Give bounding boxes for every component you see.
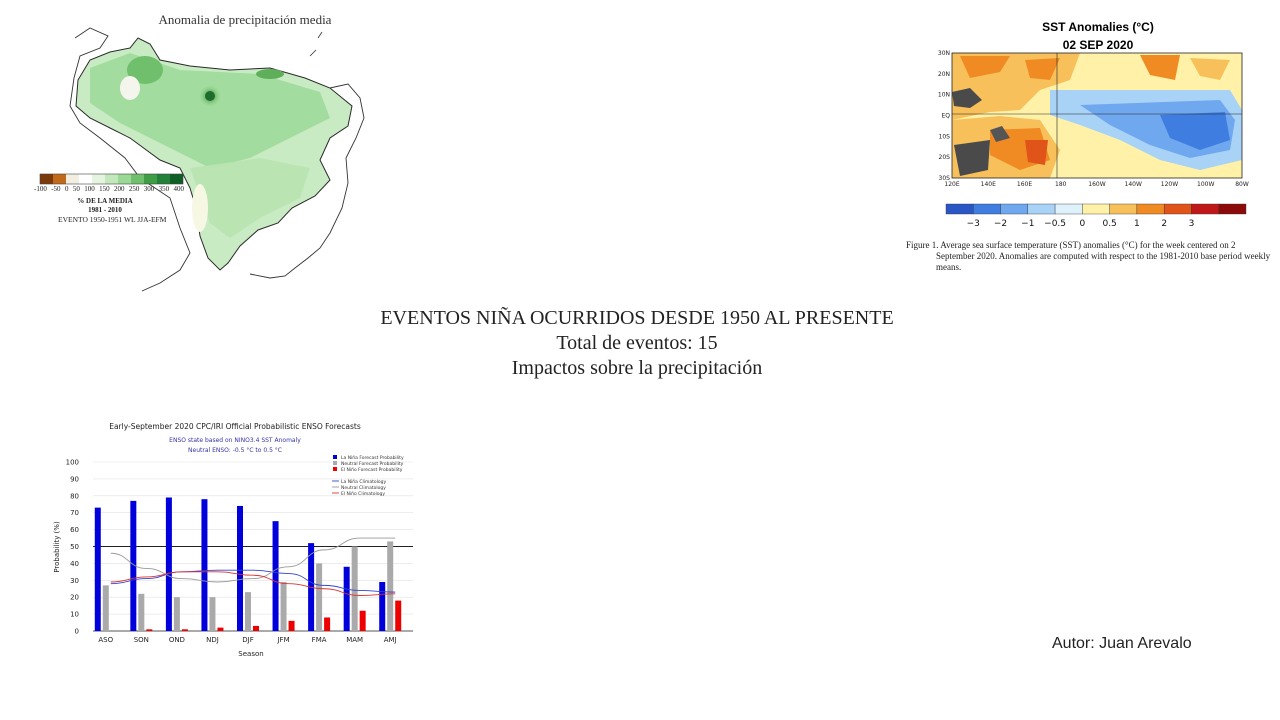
sst-scale-swatch bbox=[1082, 204, 1109, 214]
sst-lat-axis bbox=[938, 50, 950, 182]
sst-lon-label: 140W bbox=[1124, 181, 1142, 188]
legend-label: La Niña Climatology bbox=[341, 480, 387, 485]
bar-la-ni-a-forecast-probability bbox=[95, 508, 101, 631]
sst-scale-label: −0.5 bbox=[1044, 219, 1067, 229]
bar-el-ni-o-forecast-probability bbox=[289, 621, 295, 631]
enso-chart-svg bbox=[25, 415, 425, 665]
sst-lon-label: 160W bbox=[1088, 181, 1106, 188]
heading-line3: Impactos sobre la precipitación bbox=[511, 357, 763, 379]
sst-lon-label: 140E bbox=[980, 181, 996, 188]
map-base-period: 1981 - 2010 bbox=[88, 206, 122, 214]
sst-lat-label: 30S bbox=[938, 175, 950, 182]
bar-el-ni-o-forecast-probability bbox=[146, 629, 152, 631]
bar-neutral-forecast-probability bbox=[387, 541, 393, 631]
y-tick-label: 30 bbox=[70, 576, 79, 585]
bar-neutral-forecast-probability bbox=[316, 563, 322, 631]
sst-scale-label: −2 bbox=[993, 219, 1008, 229]
legend-label: Neutral Forecast Probability bbox=[341, 462, 404, 467]
x-tick-label: OND bbox=[168, 636, 185, 644]
x-tick-label: FMA bbox=[311, 636, 327, 644]
sst-lat-label: EQ bbox=[941, 112, 950, 120]
legend-label: Neutral Climatology bbox=[341, 486, 386, 491]
sst-title bbox=[900, 18, 1280, 54]
sst-lat-label: 20S bbox=[938, 154, 950, 162]
y-tick-label: 10 bbox=[70, 610, 79, 619]
sst-scale-label: 1 bbox=[1134, 219, 1140, 229]
bar-el-ni-o-forecast-probability bbox=[395, 601, 401, 631]
sst-lon-label: 120E bbox=[944, 181, 960, 188]
sst-lon-label: 180 bbox=[1055, 181, 1067, 188]
precipitation-map-panel bbox=[30, 8, 380, 298]
sst-scale-swatch bbox=[1137, 204, 1164, 214]
x-tick-label: ASO bbox=[98, 636, 114, 644]
heading-line1: EVENTOS NIÑA OCURRIDOS DESDE 1950 AL PRESENTE bbox=[380, 307, 894, 329]
y-tick-label: 100 bbox=[65, 458, 79, 467]
sst-lat-label: 10N bbox=[937, 91, 950, 99]
sst-scale-swatch bbox=[1055, 204, 1082, 214]
map-title: Anomalia de precipitación media bbox=[158, 12, 332, 27]
map-colorbar-label: % DE LA MEDIA bbox=[77, 197, 133, 205]
chart-title: Early-September 2020 CPC/IRI Official Probabilistic ENSO Forecasts bbox=[109, 422, 361, 431]
bar-el-ni-o-forecast-probability bbox=[217, 628, 223, 631]
y-tick-label: 80 bbox=[70, 492, 79, 501]
bar-la-ni-a-forecast-probability bbox=[273, 521, 279, 631]
bar-neutral-forecast-probability bbox=[138, 594, 144, 631]
sst-scale-swatch bbox=[1219, 204, 1246, 214]
bar-neutral-forecast-probability bbox=[103, 585, 109, 631]
heading-line2: Total de eventos: 15 bbox=[556, 332, 718, 354]
legend-label: El Niño Climatology bbox=[341, 492, 386, 497]
sst-title-text: SST Anomalies (°C) bbox=[1042, 20, 1154, 34]
bar-la-ni-a-forecast-probability bbox=[237, 506, 243, 631]
bar-el-ni-o-forecast-probability bbox=[324, 617, 330, 631]
y-tick-label: 90 bbox=[70, 475, 79, 484]
bar-el-ni-o-forecast-probability bbox=[253, 626, 259, 631]
sst-scale-swatch bbox=[973, 204, 1000, 214]
bar-neutral-forecast-probability bbox=[352, 547, 358, 632]
y-tick-label: 50 bbox=[70, 543, 79, 551]
sst-lon-label: 160E bbox=[1016, 181, 1033, 188]
sst-scale-swatch bbox=[1001, 204, 1028, 214]
sst-lat-label: 10S bbox=[938, 133, 950, 141]
sst-scale-swatch bbox=[1191, 204, 1218, 214]
chart-ylabel: Probability (%) bbox=[53, 521, 61, 573]
y-tick-label: 20 bbox=[70, 593, 79, 602]
bar-la-ni-a-forecast-probability bbox=[201, 499, 207, 631]
legend-swatch bbox=[333, 461, 337, 465]
chart-subtitle1: ENSO state based on NINO3.4 SST Anomaly bbox=[169, 437, 301, 444]
sst-scale-label: −1 bbox=[1021, 219, 1035, 229]
sst-lon-label: 80W bbox=[1235, 181, 1249, 188]
sst-panel bbox=[900, 12, 1280, 282]
legend-swatch bbox=[333, 455, 337, 459]
x-tick-label: AMJ bbox=[383, 636, 397, 644]
bar-la-ni-a-forecast-probability bbox=[166, 497, 172, 631]
x-tick-label: JFM bbox=[277, 636, 290, 644]
venezuela-map bbox=[30, 8, 380, 298]
sst-lat-label: 30N bbox=[937, 50, 950, 57]
sst-lon-label: 120W bbox=[1160, 181, 1179, 188]
bar-neutral-forecast-probability bbox=[281, 582, 287, 631]
sst-scale-swatch bbox=[1028, 204, 1055, 214]
y-tick-label: 0 bbox=[74, 627, 79, 636]
y-tick-label: 70 bbox=[70, 509, 79, 518]
x-tick-label: MAM bbox=[346, 636, 364, 644]
sst-scale-label: 2 bbox=[1161, 219, 1168, 229]
map-colorbar-ticks: -100 -50 0 50 100 150 200 250 300 350 400 bbox=[34, 185, 184, 193]
sst-scale-swatch bbox=[1164, 204, 1191, 214]
sst-lat-label: 20N bbox=[937, 70, 950, 78]
sst-caption: Figure 1. Average sea surface temperature (SST) anomalies (°C) for the week centered on 2 September 2020. Anomalies are computed with respect to the 1981-2010 base period weekly means. bbox=[906, 240, 1271, 272]
x-tick-label: SON bbox=[133, 636, 149, 644]
center-heading bbox=[240, 306, 1034, 381]
bar-neutral-forecast-probability bbox=[245, 592, 251, 631]
chart-subtitle2: Neutral ENSO: -0.5 °C to 0.5 °C bbox=[188, 447, 282, 454]
legend-label: El Niño Forecast Probability bbox=[341, 468, 403, 473]
legend-label: La Niña Forecast Probability bbox=[341, 456, 404, 461]
bar-neutral-forecast-probability bbox=[209, 597, 215, 631]
bar-la-ni-a-forecast-probability bbox=[344, 567, 350, 631]
sst-scale-swatch bbox=[946, 204, 973, 214]
sst-lon-label: 100W bbox=[1197, 181, 1215, 188]
bar-el-ni-o-forecast-probability bbox=[360, 611, 366, 631]
bar-el-ni-o-forecast-probability bbox=[182, 629, 188, 631]
bar-la-ni-a-forecast-probability bbox=[379, 582, 385, 631]
enso-forecast-chart bbox=[25, 415, 425, 665]
map-colorbar bbox=[40, 174, 183, 184]
author-label: Autor: Juan Arevalo bbox=[1052, 635, 1192, 652]
sst-scale-label: 0.5 bbox=[1102, 219, 1117, 229]
x-tick-label: DJF bbox=[242, 636, 254, 644]
sst-scale-label: 3 bbox=[1188, 219, 1195, 229]
chart-xlabel: Season bbox=[238, 650, 264, 658]
sst-scale-label: −3 bbox=[966, 219, 980, 229]
y-tick-label: 60 bbox=[70, 526, 79, 535]
map-event-label: EVENTO 1950-1951 WL JJA-EFM bbox=[58, 215, 167, 224]
sst-scale-label: 0 bbox=[1079, 219, 1086, 229]
y-tick-label: 40 bbox=[70, 559, 79, 568]
sst-scale-swatch bbox=[1110, 204, 1137, 214]
sst-lon-axis bbox=[944, 181, 1248, 188]
sst-date: 02 SEP 2020 bbox=[1062, 38, 1134, 52]
sst-colorbar bbox=[940, 202, 1260, 232]
legend-swatch bbox=[333, 467, 337, 471]
x-tick-label: NDJ bbox=[206, 636, 219, 644]
bar-neutral-forecast-probability bbox=[174, 597, 180, 631]
